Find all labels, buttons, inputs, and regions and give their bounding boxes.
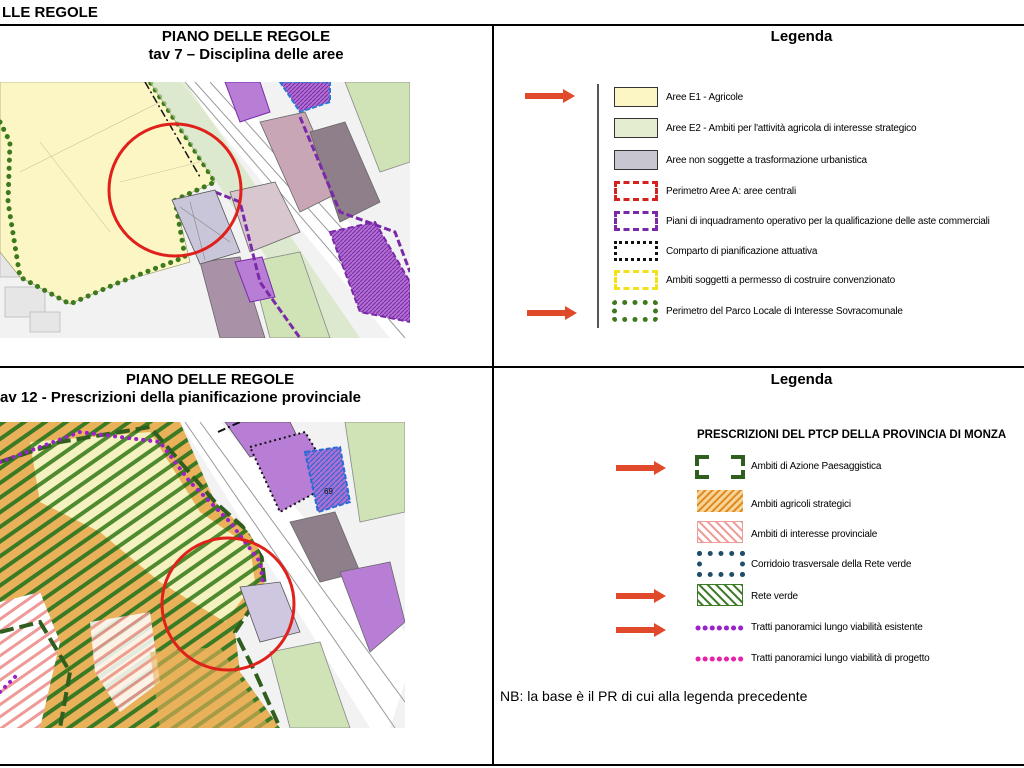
legend-note: NB: la base è il PR di cui alla legenda precedente [500, 688, 808, 704]
legend-item-label: Ambiti di interesse provinciale [751, 529, 878, 540]
bottom-map-title-line1: PIANO DELLE REGOLE [125, 371, 295, 388]
legend-swatch-hatch-orange [697, 490, 743, 512]
legend-item-label: Comparto di pianificazione attuativa [666, 246, 818, 257]
legend-swatch-lightgreen [614, 118, 658, 138]
legend-swatch-corner-green [695, 454, 745, 480]
legend-swatch-dot-black [614, 241, 658, 261]
legend-item-label: Ambiti di Azione Paesaggistica [751, 461, 882, 472]
top-map-tav7 [0, 82, 410, 338]
red-arrow-icon [616, 623, 666, 637]
red-arrow-icon [527, 306, 577, 320]
bottom-legend-title: Legenda [770, 371, 833, 388]
legend-swatch-dot-green [612, 300, 658, 322]
legend-item-label: Rete verde [751, 591, 798, 602]
legend-item-label: Tratti panoramici lungo viabilità esistente [751, 622, 923, 633]
bottom-map-title [0, 371, 420, 407]
legend-swatch-dots-purple [695, 624, 745, 632]
legend-swatch-yellow [614, 87, 658, 107]
bottom-map-tav12 [0, 422, 405, 728]
legend-swatch-gray [614, 150, 658, 170]
top-legend-title: Legenda [770, 28, 833, 45]
legend-item-label: Aree E2 - Ambiti per l'attività agricola di interesse strategico [666, 123, 917, 134]
lot-number-label: 69 [324, 487, 333, 496]
red-arrow-icon [525, 89, 575, 103]
column-divider [492, 24, 494, 766]
legend-item-label: Perimetro Aree A: aree centrali [666, 186, 796, 197]
legend-item-label: Corridoio trasversale della Rete verde [751, 559, 912, 570]
legend-item-label: Tratti panoramici lungo viabilità di progetto [751, 653, 930, 664]
legend-swatch-dash-yellow [614, 270, 658, 290]
document-header: LLE REGOLE [2, 4, 98, 21]
red-arrow-icon [616, 589, 666, 603]
legend-swatch-hatch-pink [697, 521, 743, 543]
legend-swatch-dash-red [614, 181, 658, 201]
legend-swatch-dash-purple [614, 211, 658, 231]
top-map-title-line1: PIANO DELLE REGOLE [161, 28, 331, 45]
legend-item-label: Piani di inquadramento operativo per la qualificazione delle aste commerciali [666, 216, 990, 227]
red-arrow-icon [616, 461, 666, 475]
legend-item-label: Aree E1 - Agricole [666, 92, 743, 103]
top-map-title-line2: tav 7 – Disciplina delle aree [148, 46, 344, 63]
legend-swatch-hatch-green [697, 584, 743, 606]
bottom-map-title-line2: av 12 - Prescrizioni della pianificazione provinciale [0, 389, 361, 406]
legend-item-label: Ambiti soggetti a permesso di costruire convenzionato [666, 275, 895, 286]
legend-item-label: Aree non soggette a trasformazione urbanistica [666, 155, 867, 166]
legend-swatch-dots-magenta [695, 655, 745, 663]
bottom-divider [0, 764, 1024, 766]
legend-item-label: Ambiti agricoli strategici [751, 499, 851, 510]
middle-divider [0, 366, 1024, 368]
bottom-legend-subtitle: PRESCRIZIONI DEL PTCP DELLA PROVINCIA DI MONZA [697, 429, 1007, 441]
top-map-title [0, 28, 492, 64]
top-legend-rule [597, 84, 599, 328]
legend-swatch-dash-teal [697, 551, 745, 577]
header-divider [0, 24, 1024, 26]
legend-item-label: Perimetro del Parco Locale di Interesse Sovracomunale [666, 306, 903, 317]
